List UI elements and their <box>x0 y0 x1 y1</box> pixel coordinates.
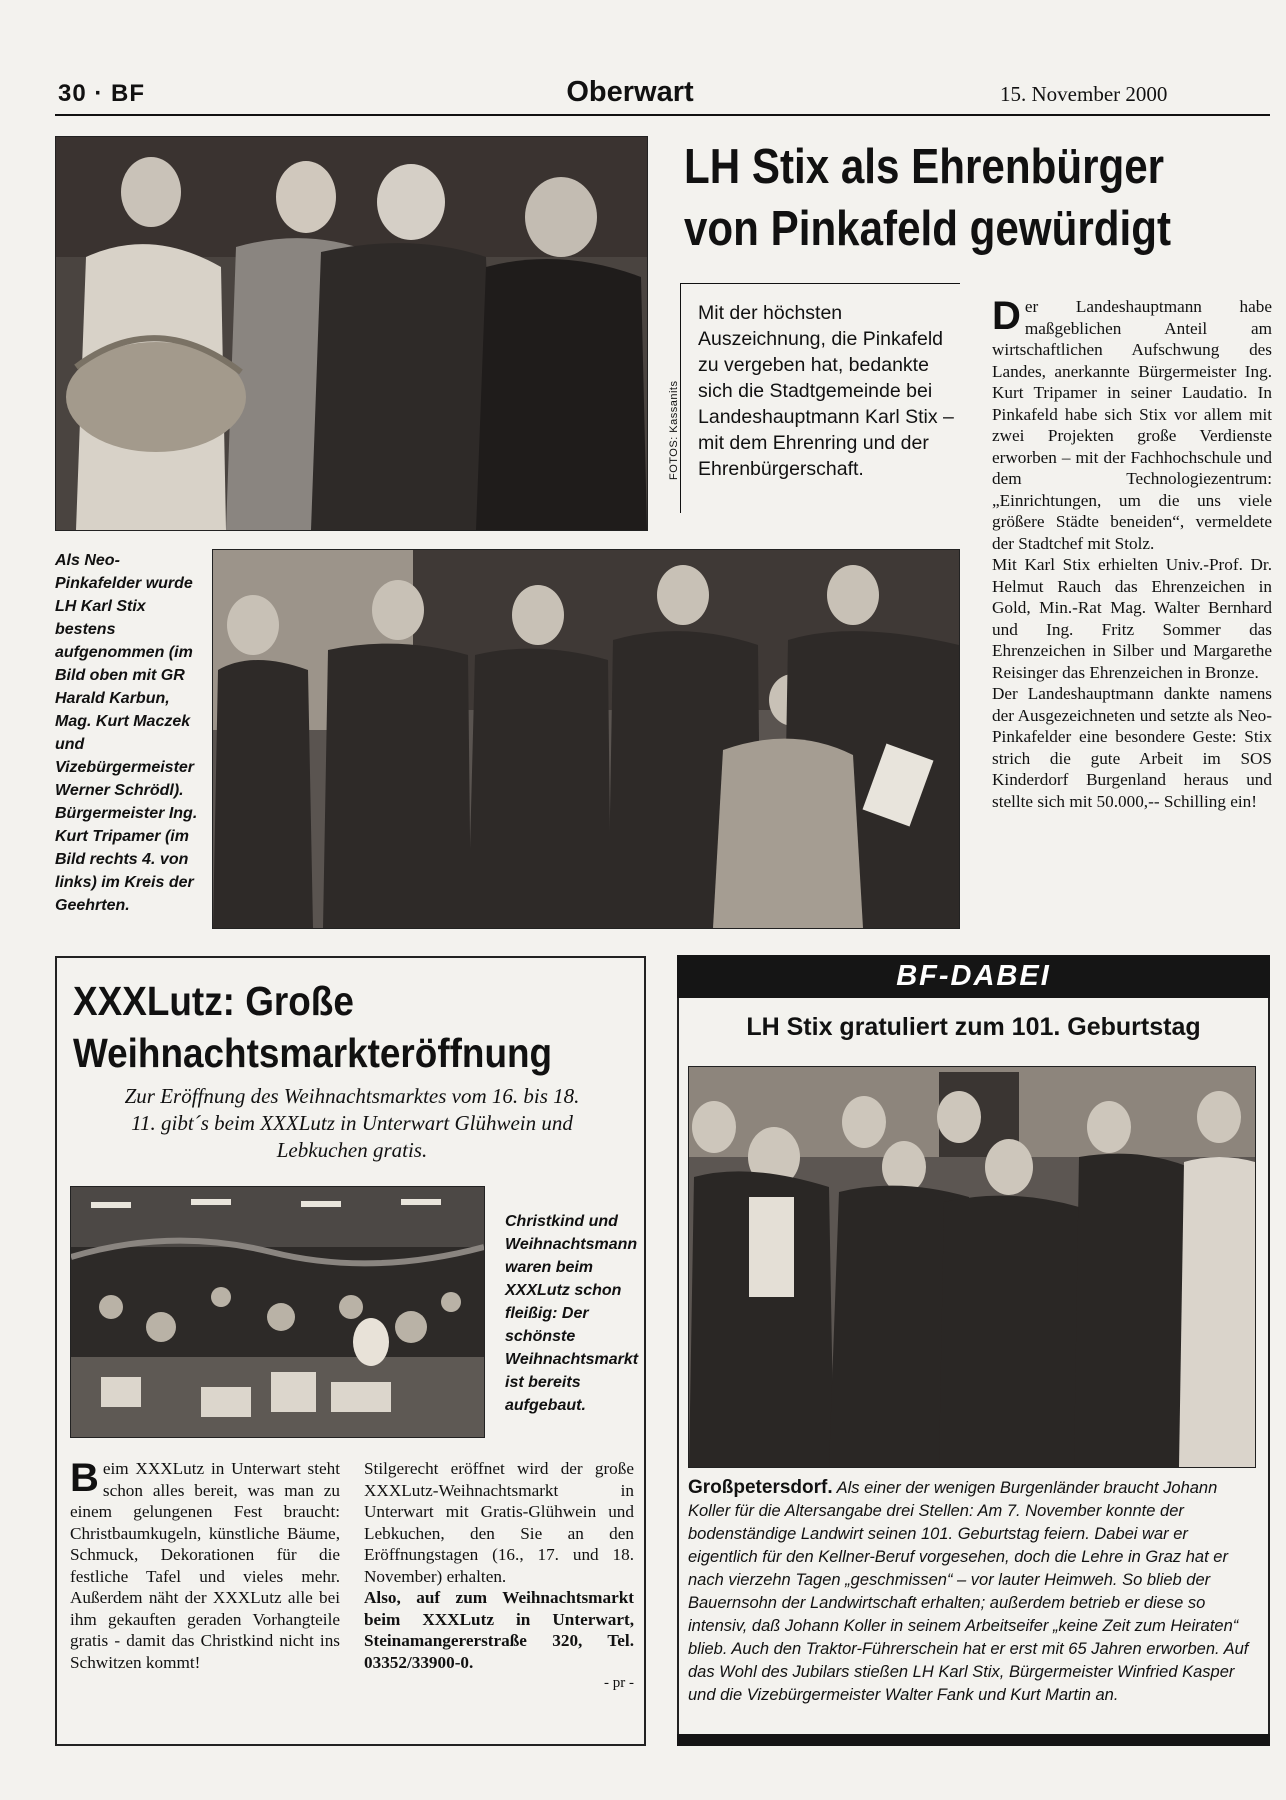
issue-date: 15. November 2000 <box>1000 82 1168 106</box>
story2-dropcap: B <box>70 1456 99 1500</box>
ceremony-photo-group <box>212 549 960 929</box>
story1-lead: Mit der höchsten Auszeichnung, die Pinkafeld zu vergeben hat, bedankte sich die Stadtgemeinde bei Landeshauptmann Karl Stix – mit dem Ehrenring und der Ehrenbürgerschaft. <box>698 302 954 480</box>
story3-caption-text: Als einer der wenigen Burgenländer braucht Johann Koller für die Altersangabe drei Stellen: Am 7. November konnte der bodenständige Landwirt seinen 101. Geburtstag feiern. Dabei war er eigentlich für den Kellner-Beruf vorgesehen, doch die Lehre in Graz hat er nach vierzehn Tagen „geschmissen“ – vor lauter Heimweh. So blieb der Bauernsohn der Landwirtschaft erhalten; außerdem betrieb er diese so intensiv, daß Johann Koller in seinem Arbeitseifer „keine Zeit zum Heiraten“ blieb. Auch den Traktor-Führerschein hat er erst mit 65 Jahren erworben. Auf das Wohl des Jubilars stießen LH Karl Stix, Bürgermeister Winfried Kasper und die Vizebürgermeister Walter Fank und Kurt Martin an. <box>688 1479 1249 1704</box>
photo-credit: FOTOS: Kassanits <box>668 380 680 480</box>
story2-body-col2 <box>364 1458 634 1695</box>
page-number: 30 · BF <box>58 80 146 107</box>
bf-dabei-banner: BF-DABEI <box>677 955 1270 998</box>
lead-box-rule-top <box>680 283 960 284</box>
story2-caption: Christkind und Weihnachtsmann waren beim XXXLutz schon fleißig: Der schönste Weihnachtsmarkt ist bereits aufgebaut. <box>505 1213 639 1414</box>
story1-body-p1: er Landeshauptmann habe maßgeblichen Anteil am wirtschaftlichen Aufschwung des Landes, anerkannte Bürgermeister Ing. Kurt Tripamer in seiner Laudatio. In Pinkafeld habe sich Stix vor allem mit zwei Projekten große Verdienste erworben – mit der Fachhochschule und dem Technologiezentrum: „Einrichtungen, um die uns viele größere Städte beneiden“, vermeldete der Stadtchef mit Stolz. <box>992 297 1272 553</box>
story3-headline: LH Stix gratuliert zum 101. Geburtstag <box>746 1013 1201 1041</box>
ceremony-photo-top <box>55 136 648 531</box>
christmas-market-photo <box>70 1186 485 1438</box>
story1-body-p3: Der Landeshauptmann dankte namens der Ausgezeichneten und setzte als Neo-Pinkafelder eine besondere Geste: Stix strich die gute Arbeit im SOS Kinderdorf Burgenland heraus und stellte sich mit 50.000,-- Schilling ein! <box>992 684 1272 811</box>
story1-headline-line2: von Pinkafeld gewürdigt <box>684 202 1172 256</box>
story2-body-col1 <box>70 1458 340 1673</box>
birthday-photo <box>688 1066 1256 1468</box>
story1-dropcap: D <box>992 294 1021 338</box>
story3-caption <box>688 1476 1254 1707</box>
story3-place: Großpetersdorf. <box>688 1477 833 1498</box>
story1-headline <box>684 136 1191 260</box>
story2-body-col2-bold: Also, auf zum Weihnachtsmarkt beim XXXLutz in Unterwart, Steinamangererstraße 320, Tel. 03352/33900-0. <box>364 1588 634 1672</box>
story1-body-p2: Mit Karl Stix erhielten Univ.-Prof. Dr. Helmut Rauch das Ehrenzeichen in Gold, Min.-Rat Mag. Walter Bernhard und Ing. Fritz Sommer das Ehrenzeichen in Silber und Margarethe Reisinger das Ehrenzeichen in Bronze. <box>992 555 1272 682</box>
story2-body-col1-text: eim XXXLutz in Unterwart steht schon alles bereit, was man zu einem gelungenen Fest braucht: Christbaumkugeln, künstliche Bäume, Schmuck, Dekorationen für die festliche Tafel und vieles mehr. Außerdem näht der XXXLutz alle bei ihm gekauften geraden Vorhangteile gratis - damit das Christkind nicht ins Schwitzen kommt! <box>70 1459 340 1672</box>
bf-dabei-bottom-bar <box>677 1734 1270 1746</box>
section-title: Oberwart <box>566 76 694 108</box>
story1-body <box>992 296 1272 812</box>
story2-headline-line2: Weihnachtsmarkteröffnung <box>73 1030 553 1076</box>
lead-box-rule-left <box>680 283 681 513</box>
story2-signature: - pr - <box>604 1675 634 1691</box>
story2-subhead: Zur Eröffnung des Weihnachtsmarktes vom 16. bis 18. 11. gibt´s beim XXXLutz in Unterwart Glühwein und Lebkuchen gratis. <box>124 1084 580 1162</box>
story2-body-col2-text: Stilgerecht eröffnet wird der große XXXLutz-Weihnachtsmarkt in Unterwart mit Gratis-Glühwein und Lebkuchen, den Sie an den Eröffnungstagen (16., 17. und 18. November) erhalten. <box>364 1459 634 1586</box>
story1-headline-line1: LH Stix als Ehrenbürger <box>684 140 1165 194</box>
story2-headline <box>73 975 613 1079</box>
header-rule <box>55 114 1270 116</box>
story2-headline-line1: XXXLutz: Große <box>73 978 354 1024</box>
story1-caption: Als Neo-Pinkafelder wurde LH Karl Stix bestens aufgenommen (im Bild oben mit GR Harald Karbun, Mag. Kurt Maczek und Vizebürgermeister Werner Schrödl). Bürgermeister Ing. Kurt Tripamer (im Bild rechts 4. von links) im Kreis der Geehrten. <box>55 552 198 914</box>
